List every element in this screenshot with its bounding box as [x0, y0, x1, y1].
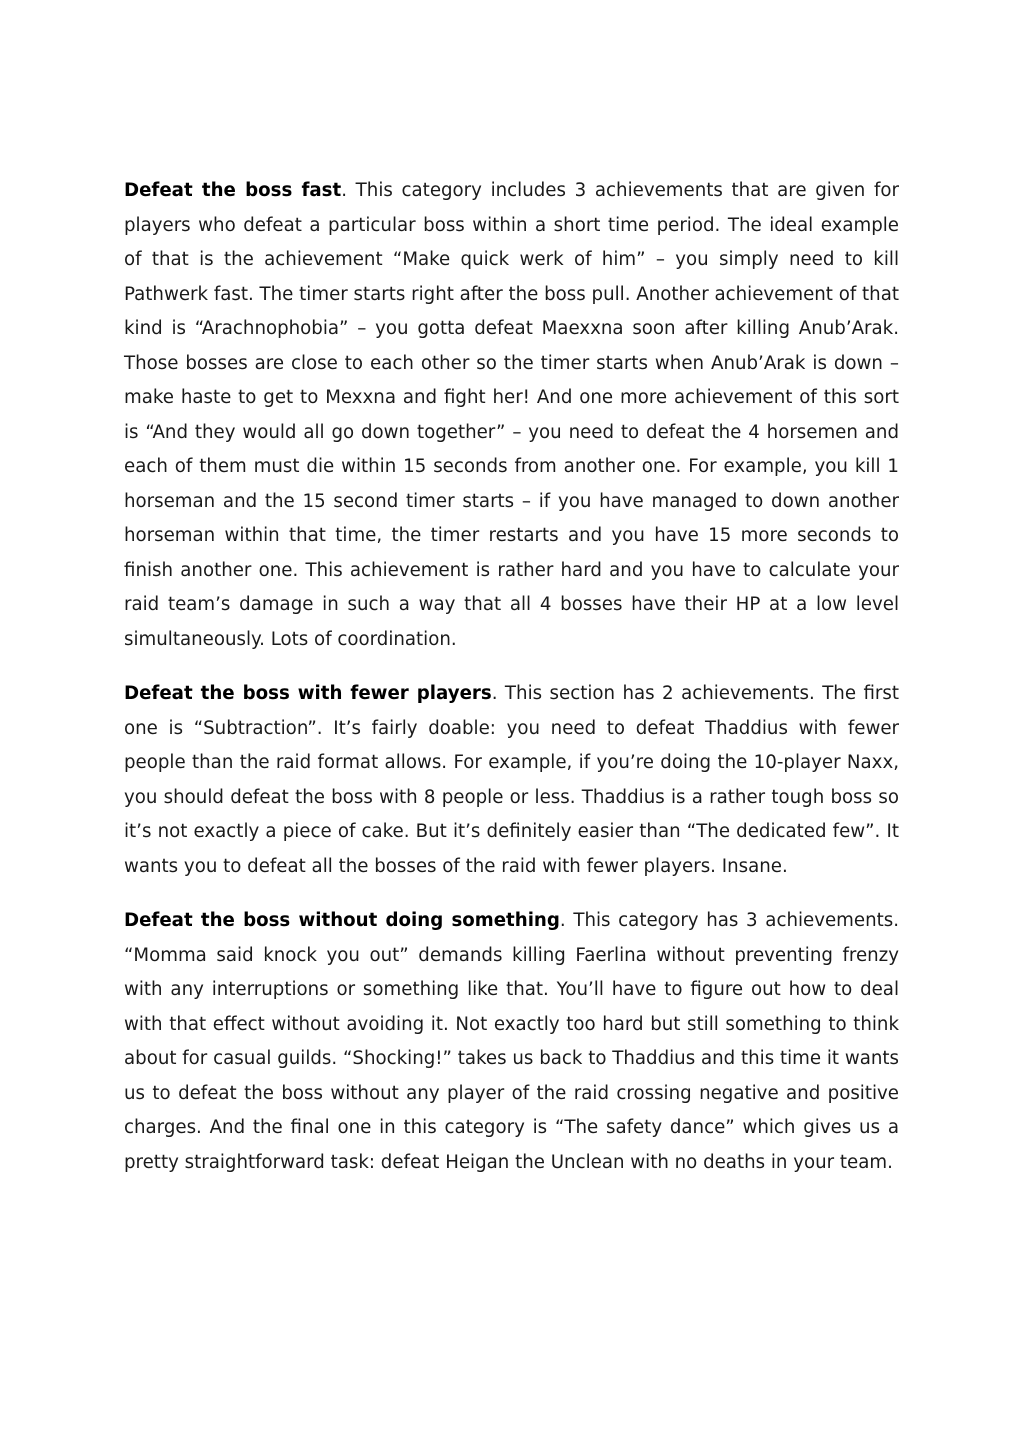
paragraph-heading: Defeat the boss fast	[124, 180, 342, 201]
paragraph-heading: Defeat the boss with fewer players	[124, 683, 492, 704]
paragraph-body: . This category has 3 achievements. “Momma said knock you out” demands killing Faerlina without preventing frenzy with any interruptions or something like that. You’ll have to figure out how to deal with that effect without avoiding it. Not exactly too hard but still something to think about for casual guilds. “Shocking!” takes us back to Thaddius and this time it wants us to defeat the boss without any player of the raid crossing negative and positive charges. And the final one in this category is “The safety dance” which gives us a pretty straightforward task: defeat Heigan the Unclean with no deaths in your team.	[124, 910, 899, 1173]
paragraph-defeat-boss-fewer-players	[124, 677, 899, 884]
paragraph-body: . This section has 2 achievements. The first one is “Subtraction”. It’s fairly doable: you need to defeat Thaddius with fewer people than the raid format allows. For example, if you’re doing the 10-player Naxx, you should defeat the boss with 8 people or less. Thaddius is a rather tough boss so it’s not exactly a piece of cake. But it’s definitely easier than “The dedicated few”. It wants you to defeat all the bosses of the raid with fewer players. Insane.	[124, 683, 899, 877]
paragraph-defeat-boss-without-something	[124, 904, 899, 1180]
paragraph-heading: Defeat the boss without doing something	[124, 910, 560, 931]
document-page	[124, 174, 899, 1200]
paragraph-body: . This category includes 3 achievements that are given for players who defeat a particular boss within a short time period. The ideal example of that is the achievement “Make quick werk of him” – you simply need to kill Pathwerk fast. The timer starts right after the boss pull. Another achievement of that kind is “Arachnophobia” – you gotta defeat Maexxna soon after killing Anub’Arak. Those bosses are close to each other so the timer starts when Anub’Arak is down – make haste to get to Mexxna and fight her! And one more achievement of this sort is “And they would all go down together” – you need to defeat the 4 horsemen and each of them must die within 15 seconds from another one. For example, you kill 1 horseman and the 15 second timer starts – if you have managed to down another horseman within that time, the timer restarts and you have 15 more seconds to finish another one. This achievement is rather hard and you have to calculate your raid team’s damage in such a way that all 4 bosses have their HP at a low level simultaneously. Lots of coordination.	[124, 180, 900, 650]
paragraph-defeat-boss-fast	[124, 174, 899, 657]
